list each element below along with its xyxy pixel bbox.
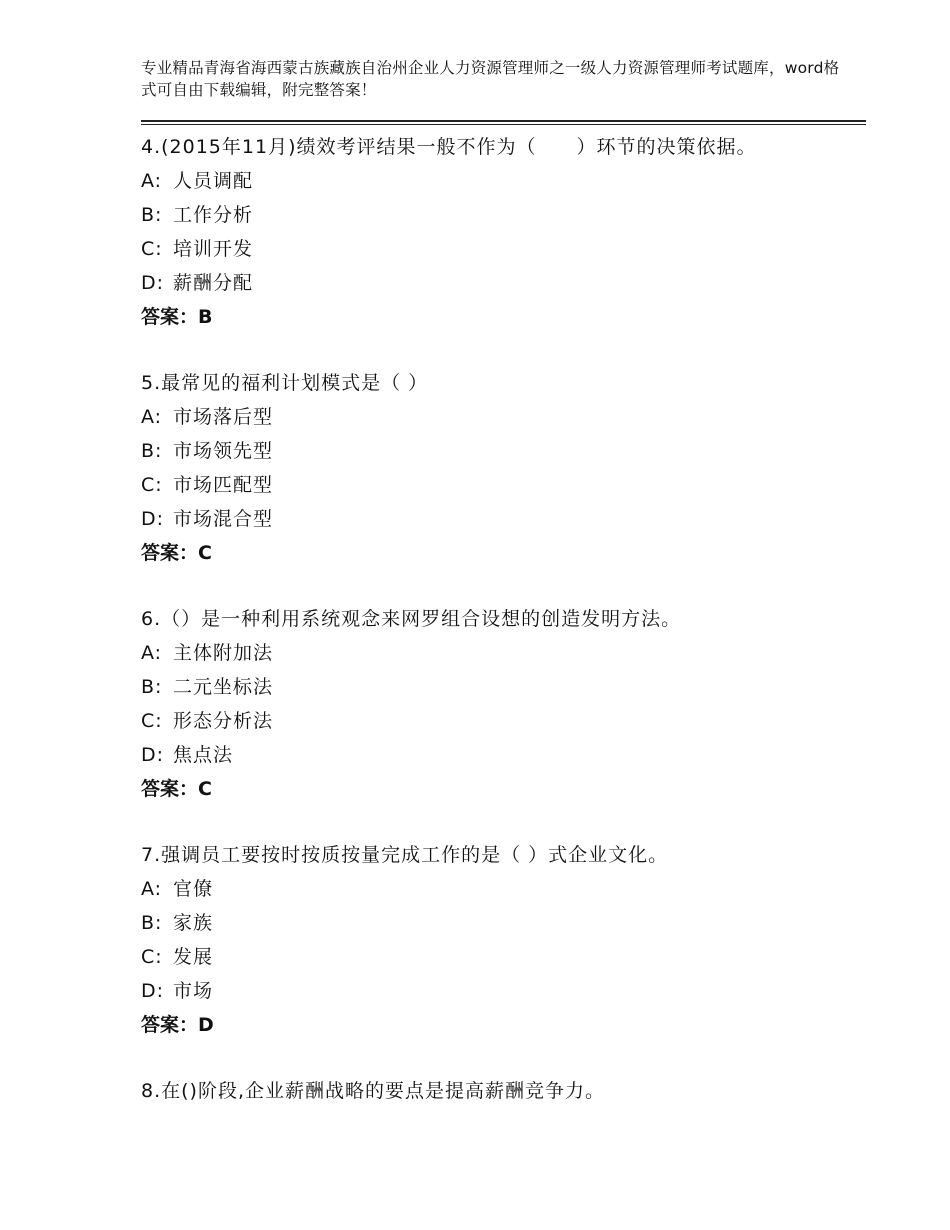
option-text: 官僚 [173, 878, 214, 900]
option-text: 市场落后型 [173, 406, 274, 428]
option-text: 主体附加法 [173, 642, 274, 664]
option-key: D: [141, 980, 165, 1002]
header-title: 专业精品青海省海西蒙古族藏族自治州企业人力资源管理师之一级人力资源管理师考试题库，word格式可自由下载编辑，附完整答案！ [141, 59, 840, 99]
option-b [141, 198, 861, 232]
option-text: 二元坐标法 [173, 676, 274, 698]
option-d [141, 266, 861, 300]
option-text: 形态分析法 [173, 710, 274, 732]
option-text: 培训开发 [173, 238, 254, 260]
option-text: 薪酬分配 [173, 272, 254, 294]
option-a [141, 400, 861, 434]
option-b [141, 434, 861, 468]
option-key: B: [141, 204, 163, 226]
option-a [141, 872, 861, 906]
question-text: 5.最常见的福利计划模式是（ ） [141, 372, 429, 394]
option-d [141, 974, 861, 1008]
header-divider-thick [141, 120, 866, 122]
answer-line: 答案：C [141, 542, 212, 564]
question-text: 8.在()阶段,企业薪酬战略的要点是提高薪酬竞争力。 [141, 1080, 605, 1102]
question-text: 6.（）是一种利用系统观念来网罗组合设想的创造发明方法。 [141, 608, 682, 630]
option-b [141, 670, 861, 704]
option-key: C: [141, 710, 163, 732]
document-header [141, 57, 841, 101]
answer-line: 答案：D [141, 1014, 214, 1036]
option-key: C: [141, 946, 163, 968]
question-6 [141, 602, 861, 806]
option-c [141, 940, 861, 974]
option-key: D: [141, 744, 165, 766]
option-key: B: [141, 440, 163, 462]
option-a [141, 164, 861, 198]
option-text: 工作分析 [173, 204, 254, 226]
option-d [141, 738, 861, 772]
option-key: D: [141, 272, 165, 294]
option-text: 市场领先型 [173, 440, 274, 462]
question-5 [141, 366, 861, 570]
question-text: 4.(2015年11月)绩效考评结果一般不作为（ ）环节的决策依据。 [141, 136, 757, 158]
option-key: A: [141, 406, 163, 428]
option-key: D: [141, 508, 165, 530]
option-d [141, 502, 861, 536]
answer-line: 答案：C [141, 778, 212, 800]
option-c [141, 704, 861, 738]
option-text: 焦点法 [173, 744, 234, 766]
option-a [141, 636, 861, 670]
option-key: C: [141, 238, 163, 260]
option-text: 市场混合型 [173, 508, 274, 530]
option-text: 家族 [173, 912, 214, 934]
option-b [141, 906, 861, 940]
option-key: A: [141, 170, 163, 192]
question-4 [141, 130, 861, 334]
option-c [141, 468, 861, 502]
option-key: B: [141, 912, 163, 934]
option-text: 发展 [173, 946, 214, 968]
header-divider-thin [141, 124, 866, 125]
option-key: B: [141, 676, 163, 698]
option-text: 市场匹配型 [173, 474, 274, 496]
question-8 [141, 1074, 861, 1108]
option-text: 人员调配 [173, 170, 254, 192]
question-text: 7.强调员工要按时按质按量完成工作的是（ ）式企业文化。 [141, 844, 669, 866]
option-key: C: [141, 474, 163, 496]
question-7 [141, 838, 861, 1042]
option-text: 市场 [173, 980, 214, 1002]
option-key: A: [141, 642, 163, 664]
answer-line: 答案：B [141, 306, 213, 328]
question-list [141, 130, 861, 1140]
option-c [141, 232, 861, 266]
option-key: A: [141, 878, 163, 900]
